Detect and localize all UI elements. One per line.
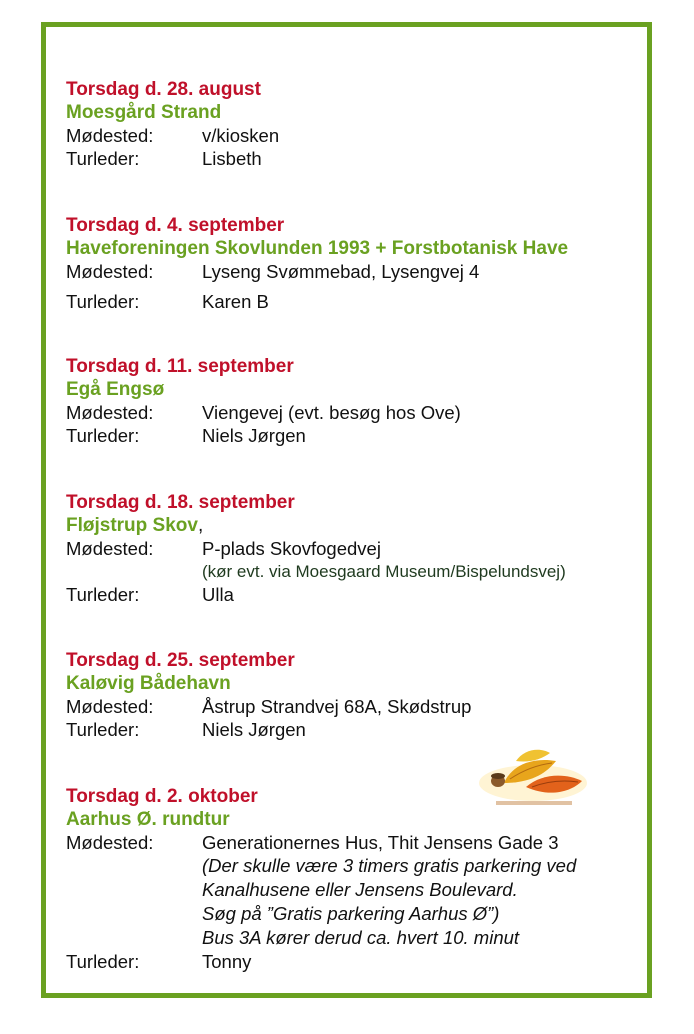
meeting-note-row: [66, 560, 656, 583]
meeting-note-row: [66, 902, 656, 926]
meeting-note-spacer: [66, 854, 202, 878]
event-place: Egå Engsø: [66, 379, 165, 400]
event-date: Torsdag d. 25. september: [66, 650, 295, 671]
meeting-label: Mødested:: [66, 125, 154, 146]
meeting-row: [66, 537, 656, 560]
leader-label: Turleder:: [66, 584, 140, 605]
meeting-value: Viengevej (evt. besøg hos Ove): [202, 402, 461, 423]
event-date: Torsdag d. 11. september: [66, 356, 294, 377]
leader-value: Ulla: [202, 584, 234, 605]
meeting-note: (Der skulle være 3 timers gratis parkering ved: [202, 855, 577, 876]
event-2: [66, 214, 656, 313]
event-date: Torsdag d. 28. august: [66, 79, 261, 100]
event-date: Torsdag d. 18. september: [66, 492, 295, 513]
meeting-label: Mødested:: [66, 261, 154, 282]
event-1: [66, 78, 656, 170]
leader-value: Karen B: [202, 291, 269, 312]
meeting-note: Kanalhusene eller Jensens Boulevard.: [202, 879, 518, 900]
meeting-note: Bus 3A kører derud ca. hvert 10. minut: [202, 927, 520, 948]
leader-label: Turleder:: [66, 148, 140, 169]
meeting-note-row: [66, 854, 656, 878]
leader-label: Turleder:: [66, 291, 140, 312]
leader-row: [66, 147, 656, 170]
event-4: [66, 491, 656, 606]
meeting-note-row: [66, 878, 656, 902]
meeting-value: P-plads Skovfogedvej: [202, 538, 381, 559]
event-6: [66, 785, 656, 973]
event-place: [66, 514, 656, 537]
leader-row: [66, 290, 656, 313]
meeting-note: Søg på ”Gratis parkering Aarhus Ø”): [202, 903, 500, 924]
meeting-note-spacer: [66, 902, 202, 926]
meeting-value: v/kiosken: [202, 125, 280, 146]
leader-row: [66, 424, 656, 447]
meeting-value: Åstrup Strandvej 68A, Skødstrup: [202, 696, 472, 717]
leader-value: Niels Jørgen: [202, 425, 306, 446]
event-5: [66, 649, 656, 741]
leader-row: [66, 583, 656, 606]
event-place: Haveforeningen Skovlunden 1993 + Forstbotanisk Have: [66, 238, 569, 259]
leader-label: Turleder:: [66, 951, 140, 972]
event-place: Moesgård Strand: [66, 102, 222, 123]
leader-row: [66, 950, 656, 973]
event-place: Kaløvig Bådehavn: [66, 673, 231, 694]
leader-label: Turleder:: [66, 719, 140, 740]
meeting-label: Mødested:: [66, 538, 154, 559]
meeting-value: Generationernes Hus, Thit Jensens Gade 3: [202, 832, 559, 853]
meeting-row: [66, 401, 656, 424]
meeting-value: Lyseng Svømmebad, Lysengvej 4: [202, 261, 480, 282]
meeting-note-spacer: [66, 560, 202, 583]
event-3: [66, 355, 656, 447]
leader-value: Lisbeth: [202, 148, 262, 169]
meeting-note-spacer: [66, 878, 202, 902]
meeting-label: Mødested:: [66, 696, 154, 717]
meeting-row: [66, 260, 656, 283]
meeting-label: Mødested:: [66, 402, 154, 423]
event-place-name: Fløjstrup Skov: [66, 515, 198, 536]
meeting-row: [66, 695, 656, 718]
event-place: Aarhus Ø. rundtur: [66, 809, 230, 830]
meeting-note-row: [66, 926, 656, 950]
event-date: Torsdag d. 4. september: [66, 215, 285, 236]
leader-value: Tonny: [202, 951, 252, 972]
event-date: Torsdag d. 2. oktober: [66, 786, 258, 807]
meeting-note: (kør evt. via Moesgaard Museum/Bispelundsvej): [202, 562, 566, 581]
meeting-row: [66, 831, 656, 854]
meeting-row: [66, 124, 656, 147]
leader-row: [66, 718, 656, 741]
event-place-suffix: ,: [197, 515, 204, 536]
leader-label: Turleder:: [66, 425, 140, 446]
meeting-label: Mødested:: [66, 832, 154, 853]
meeting-note-spacer: [66, 926, 202, 950]
leader-value: Niels Jørgen: [202, 719, 306, 740]
